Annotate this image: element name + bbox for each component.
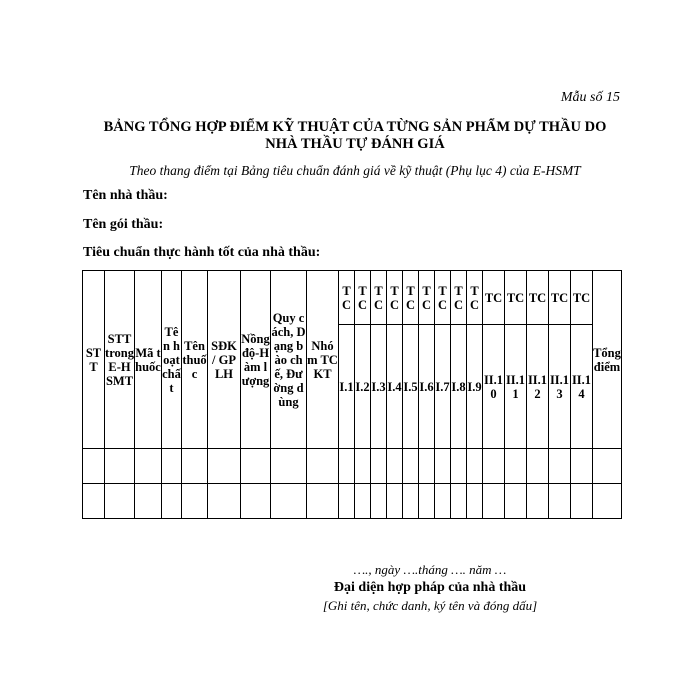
header-row-1 [83,271,622,325]
table-cell [467,449,483,484]
table-cell [83,484,105,519]
table-cell [105,449,135,484]
table-cell [549,484,571,519]
table-row [83,449,622,484]
table-cell [307,449,339,484]
table-cell [83,449,105,484]
header-sub-criterion: I.8 [451,325,467,449]
header-tc: TC [527,271,549,325]
table-cell [135,449,162,484]
table-cell [355,449,371,484]
table-cell [241,449,271,484]
table-cell [419,484,435,519]
header-tc: TC [355,271,371,325]
table-cell [549,449,571,484]
table-cell [403,449,419,484]
header-quy-cach: Quy cách, Dạng bào chế, Đường dùng [271,271,307,449]
signature-date-line: …., ngày ….tháng …. năm … [353,562,507,577]
table-cell [571,449,593,484]
title-line-2: NHÀ THẦU TỰ ĐÁNH GIÁ [265,136,445,152]
header-sub-criterion: I.2 [355,325,371,449]
table-cell [387,484,403,519]
table-cell [593,484,622,519]
table-cell [483,484,505,519]
header-ten-thuoc: Tên thuốc [182,271,208,449]
package-name-label: Tên gói thầu: [83,217,164,232]
table-row [83,484,622,519]
table-cell [527,484,549,519]
header-sub-criterion: II.13 [549,325,571,449]
table-cell [339,449,355,484]
table-cell [271,449,307,484]
table-cell [571,484,593,519]
header-sub-criterion: I.6 [419,325,435,449]
header-tc: TC [467,271,483,325]
table-cell [182,484,208,519]
header-tong-diem: Tổng điểm [593,271,622,449]
header-tc: TC [371,271,387,325]
table-cell [593,449,622,484]
signature-representative: Đại diện hợp pháp của nhà thầu [333,580,527,595]
header-tc: TC [339,271,355,325]
table-cell [162,484,182,519]
score-table [82,270,622,519]
title-line-1: BẢNG TỔNG HỢP ĐIỂM KỸ THUẬT CỦA TỪNG SẢN PHẨM DỰ THẦU DO [103,119,607,135]
header-ten-hoat-chat: Tên hoạt chất [162,271,182,449]
header-sub-criterion: I.4 [387,325,403,449]
header-tc: TC [505,271,527,325]
header-tc: TC [451,271,467,325]
header-sub-criterion: I.3 [371,325,387,449]
table-cell [307,484,339,519]
table-cell [135,484,162,519]
header-stt-ehsmt: STT trong E-HSMT [105,271,135,449]
table-cell [419,449,435,484]
table-cell [182,449,208,484]
header-nong-do: Nồng độ-Hàm lượng [241,271,271,449]
table-cell [208,484,241,519]
header-sub-criterion: I.1 [339,325,355,449]
form-number: Mẫu số 15 [560,90,620,105]
header-sdk-gplh: SĐK / GPLH [208,271,241,449]
header-tc: TC [419,271,435,325]
table-cell [403,484,419,519]
table-cell [483,449,505,484]
header-sub-criterion: I.5 [403,325,419,449]
table-cell [208,449,241,484]
table-cell [505,449,527,484]
table-cell [387,449,403,484]
table-cell [355,484,371,519]
table-cell [371,484,387,519]
header-tc: TC [571,271,593,325]
table-cell [371,449,387,484]
table-cell [435,449,451,484]
table-cell [451,484,467,519]
table-cell [467,484,483,519]
document-title [75,119,635,153]
header-sub-criterion: I.7 [435,325,451,449]
table-cell [271,484,307,519]
header-tc: TC [549,271,571,325]
practice-standard-label: Tiêu chuẩn thực hành tốt của nhà thầu: [83,245,321,260]
table-cell [162,449,182,484]
header-tc: TC [483,271,505,325]
table-cell [339,484,355,519]
header-sub-criterion: I.9 [467,325,483,449]
header-tc: TC [435,271,451,325]
header-sub-criterion: II.12 [527,325,549,449]
signature-note: [Ghi tên, chức danh, ký tên và đóng dấu] [322,598,538,613]
header-stt: STT [83,271,105,449]
table-cell [105,484,135,519]
contractor-name-label: Tên nhà thầu: [83,188,168,203]
table-cell [435,484,451,519]
header-nhom-tckt: Nhóm TCKT [307,271,339,449]
table-cell [527,449,549,484]
header-tc: TC [387,271,403,325]
header-ma-thuoc: Mã thuốc [135,271,162,449]
table-cell [505,484,527,519]
header-tc: TC [403,271,419,325]
table-cell [451,449,467,484]
header-sub-criterion: II.10 [483,325,505,449]
header-sub-criterion: II.14 [571,325,593,449]
table-cell [241,484,271,519]
document-subtitle: Theo thang điểm tại Bảng tiêu chuẩn đánh giá về kỹ thuật (Phụ lục 4) của E-HSMT [129,163,581,178]
header-sub-criterion: II.11 [505,325,527,449]
